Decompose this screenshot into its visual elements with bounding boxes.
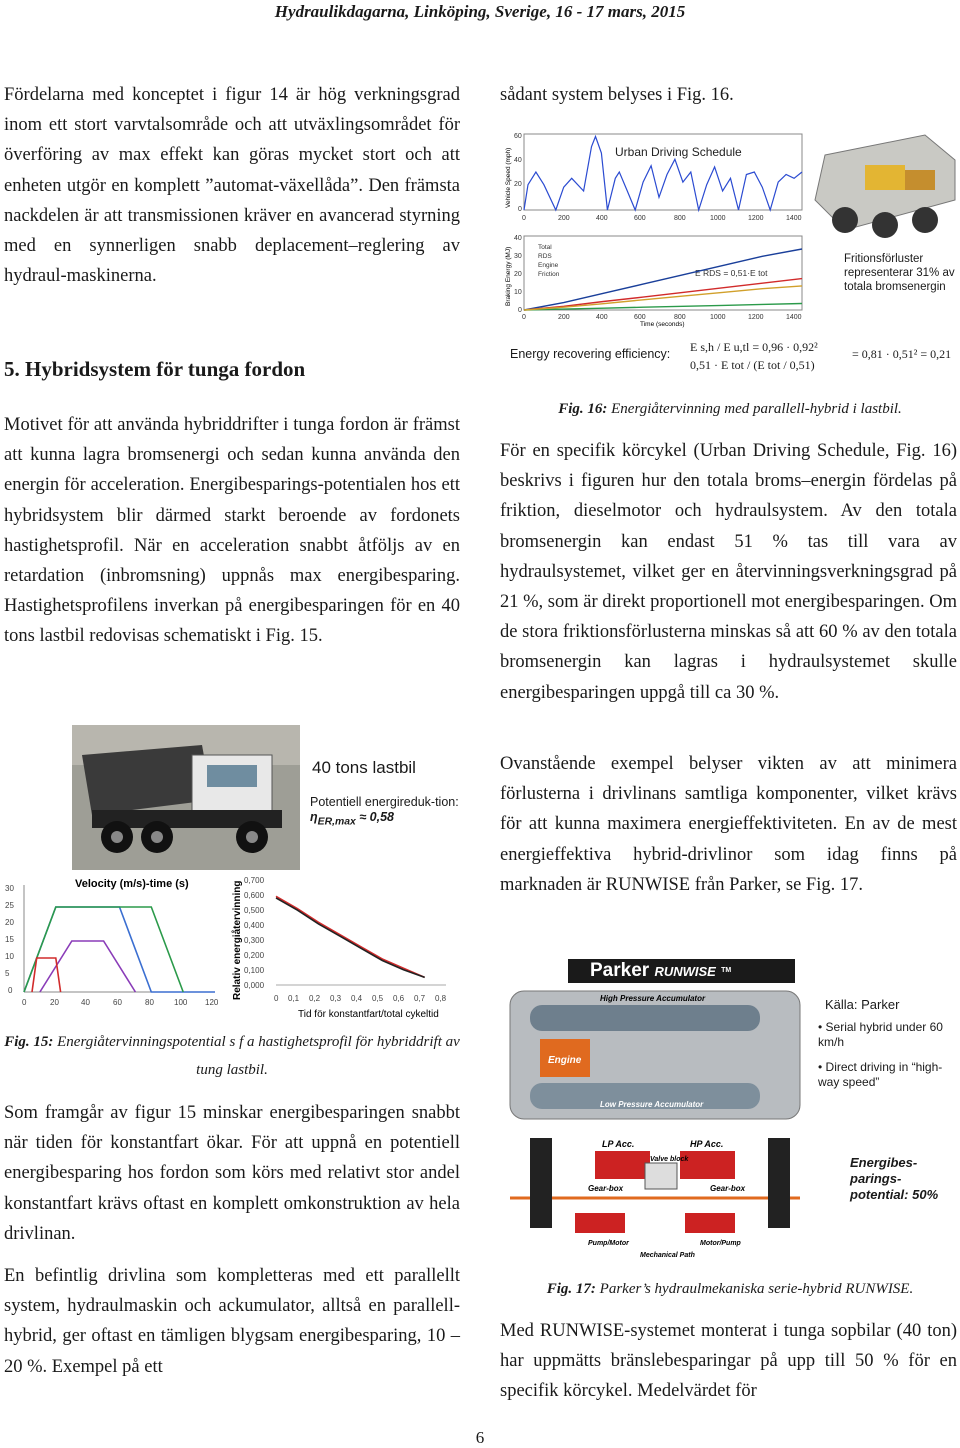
vel-title: Velocity (m/s)-time (s) — [75, 878, 189, 890]
energy-xtick: 600 — [634, 314, 646, 321]
rec-ytick: 0,200 — [244, 951, 265, 960]
vel-ytick: 5 — [5, 969, 10, 978]
legend-total: Total — [538, 244, 552, 251]
vel-ytick: 15 — [5, 935, 14, 944]
energy-ytick: 20 — [514, 271, 522, 278]
energy-xtick: 1400 — [786, 314, 802, 321]
vel-ytick: 30 — [5, 884, 14, 893]
product-name: RUNWISE — [654, 964, 716, 979]
rec-xtick: 0 — [274, 994, 279, 1003]
truck-cutaway-image — [805, 130, 960, 245]
vel-ytick: 25 — [5, 901, 14, 910]
rec-xtick: 0,8 — [435, 994, 447, 1003]
rec-xtick: 0,4 — [351, 994, 363, 1003]
energy-ytick: 30 — [514, 253, 522, 260]
paragraph-driving-cycle: För en specifik körcykel (Urban Driving Schedule, Fig. 16) beskrivs i figuren hur den totala broms–energin fördelas på friktion, dieselmotor och hydraulsystem. Av den totala bromsenergin kan endast 51 % tas till vara av hydraulsystemet, vilket ger en återvinningsverkningsgrad på 21 %, som är direkt proportionell mot energibesparingen. Om de stora friktionsförlusterna minskas så att 60 % av den totala bromsenergin kan lagras i hydraulsystemet skulle energibesparingen uppgå till ca 30 %. — [500, 441, 957, 703]
energy-ylabel: Braking Energy (MJ) — [505, 246, 512, 306]
speed-xtick: 0 — [522, 215, 526, 222]
truck-photo — [72, 725, 300, 870]
series-line-red — [32, 958, 61, 992]
bullet-direct-driving: • Direct driving in “high-way speed” — [818, 1060, 943, 1089]
rec-ytick: 0,600 — [244, 891, 265, 900]
efficiency-formula-1: E s,h / E u,tl = 0,96 · 0,92² — [690, 340, 818, 354]
figure-16 — [500, 128, 960, 428]
paragraph-parallel-hybrid: En befintlig drivlina som kompletteras med ett parallellt system, hydraulmaskin och ackumulator, alltså en parallell-hybrid, ger oftast en tämligen blygsam energibesparing, 10 – 20 %. Exempel på ett — [4, 1266, 460, 1377]
parker-logo — [568, 959, 795, 983]
paragraph-runwise-intro: Ovanstående exempel belyser vikten av att minimera förlusterna i drivlinans samtliga komponenter, vilket krävs för att kunna maximera energieffektiviteten. En av de mest energieffektiva hybrid-drivlinor som idag finns på marknaden är RUNWISE från Parker, se Fig. 17. — [500, 754, 957, 895]
energy-xtick: 0 — [522, 314, 526, 321]
vel-xtick: 40 — [81, 998, 90, 1007]
series-line-rds — [524, 279, 802, 310]
speed-ytick: 0 — [518, 206, 522, 213]
series-line-purple — [40, 941, 135, 992]
trademark: TM — [721, 967, 732, 974]
series-line-black — [276, 898, 425, 978]
vel-xtick: 120 — [205, 998, 219, 1007]
brand-name: Parker — [590, 960, 650, 981]
vel-ytick: 20 — [5, 918, 14, 927]
rec-ytick: 0,100 — [244, 966, 265, 975]
pump-motor-label: Pump/Motor — [588, 1240, 629, 1247]
rec-xtick: 0,6 — [393, 994, 405, 1003]
rec-ylabel: Relativ energiåtervinning — [232, 880, 243, 1000]
mech-path-label: Mechanical Path — [640, 1252, 695, 1259]
efficiency-result: = 0,81 · 0,51² = 0,21 — [852, 347, 952, 361]
eta-subscript: ER,max — [317, 816, 356, 828]
paragraph-fig16-intro: sådant system belyses i Fig. 16. — [500, 85, 734, 105]
rec-xtick: 0,3 — [330, 994, 342, 1003]
rec-ytick: 0,400 — [244, 921, 265, 930]
eta-value: ≈ 0,58 — [359, 810, 394, 824]
rec-xtick: 0,1 — [288, 994, 300, 1003]
series-line-total — [524, 249, 802, 310]
potential-label: Potentiell energireduk-tion: — [310, 795, 459, 809]
rec-xtick: 0,7 — [414, 994, 426, 1003]
rec-series-group — [276, 896, 425, 977]
fig16-charts — [500, 128, 810, 328]
speed-xtick: 1400 — [786, 215, 802, 222]
fig16-caption — [500, 395, 960, 423]
running-header: Hydraulikdagarna, Linköping, Sverige, 16 - 17 mars, 2015 — [274, 2, 686, 21]
gearbox-left: Gear-box — [588, 1184, 624, 1193]
speed-ylabel: Vehicle Speed (mph) — [505, 147, 512, 208]
eta-symbol: η — [310, 810, 318, 824]
bullet-serial-hybrid: • Serial hybrid under 60 km/h — [818, 1020, 943, 1049]
energy-xtick: 1200 — [748, 314, 764, 321]
fig17-caption-text: Parker’s hydraulmekaniska serie-hybrid RUNWISE. — [599, 1281, 914, 1297]
rec-ytick: 0,300 — [244, 936, 265, 945]
speed-xtick: 600 — [634, 215, 646, 222]
vel-xtick: 80 — [145, 998, 154, 1007]
figure-15 — [0, 725, 460, 1025]
vel-xtick: 20 — [50, 998, 59, 1007]
rec-ytick: 0,000 — [244, 981, 265, 990]
series-line-red — [276, 896, 425, 977]
legend-friction: Friction — [538, 271, 560, 278]
gearbox-right: Gear-box — [710, 1184, 746, 1193]
engine-label: Engine — [548, 1055, 582, 1066]
speed-ytick: 60 — [514, 133, 522, 140]
lp-accumulator-label: Low Pressure Accumulator — [600, 1100, 704, 1109]
potential-note — [310, 795, 460, 830]
bullet2-text: Direct driving in “high-way speed” — [818, 1060, 943, 1089]
efficiency-formula-2: 0,51 · E tot / (E tot / 0,51) — [690, 358, 815, 372]
speed-ytick: 20 — [514, 181, 522, 188]
speed-xtick: 200 — [558, 215, 570, 222]
vel-xtick: 100 — [174, 998, 188, 1007]
rds-annotation: E RDS = 0,51·E tot — [695, 268, 768, 278]
figure-17 — [500, 955, 960, 1270]
vel-xtick: 0 — [22, 998, 27, 1007]
time-label: Time (seconds) — [640, 321, 685, 328]
paragraph-figure15-result: Som framgår av figur 15 minskar energibesparingen snabbt när tiden för konstantfart ökar. För att uppnå en potentiell energibesparing hos fordon som körs med relativt stor andel konstantfart krävs oftast en komplett omkonstruktion av hela drivlinan. — [4, 1103, 460, 1244]
paragraph-runwise-results: Med RUNWISE-systemet monterat i tunga sopbilar (40 ton) har uppmätts bränslebesparingar på upp till 50 % för en specifik körcykel. Medelvärdet för — [500, 1321, 957, 1402]
rec-xlabel: Tid för konstantfart/total cykeltid — [298, 1009, 439, 1020]
paragraph-advantages: Fördelarna med konceptet i figur 14 är hög verkningsgrad inom ett stort varvtalsområde och att utväxlingsområdet för överföring av max effekt kan göras mycket stort och att enheten utgör en komplett ”automat-växellåda”. Den främsta nackdelen är att transmissionen kräver en avancerad styrning med en synnerligen snabb deplacement–reglering av hydraul-maskinerna. — [4, 85, 460, 287]
speed-xtick: 1000 — [710, 215, 726, 222]
lp-acc: LP Acc. — [602, 1139, 635, 1149]
energy-xtick: 200 — [558, 314, 570, 321]
friction-note: Fritionsförluster representerar 31% av totala bromsenergin — [844, 253, 955, 293]
rec-ytick: 0,500 — [244, 906, 265, 915]
rec-ytick: 0,700 — [244, 876, 265, 885]
bullet1-text: Serial hybrid under 60 km/h — [818, 1020, 943, 1049]
udc-title: Urban Driving Schedule — [615, 145, 742, 159]
rec-xtick: 0,5 — [372, 994, 384, 1003]
runwise-diagram — [500, 983, 810, 1263]
hp-accumulator-label: High Pressure Accumulator — [600, 994, 706, 1003]
fig15-caption-text: Energiåtervinningspotential s f a hastighetsprofil för hybriddrift av tung lastbil. — [57, 1034, 460, 1078]
speed-xtick: 1200 — [748, 215, 764, 222]
legend-engine: Engine — [538, 262, 559, 269]
rec-xtick: 0,2 — [309, 994, 321, 1003]
speed-xtick: 400 — [596, 215, 608, 222]
page-number: 6 — [475, 1428, 485, 1447]
fig15-caption — [4, 1028, 460, 1084]
energy-series-group — [524, 249, 802, 310]
motor-pump-label: Motor/Pump — [700, 1240, 741, 1247]
energy-ytick: 0 — [518, 307, 522, 314]
vel-ytick: 0 — [8, 986, 13, 995]
vel-ytick: 10 — [5, 952, 14, 961]
fig17-caption — [500, 1275, 960, 1303]
fig16-caption-text: Energiåtervinning med parallell-hybrid i lastbil. — [611, 401, 902, 417]
valve-block: Valve block — [650, 1156, 689, 1163]
speed-xtick: 800 — [674, 215, 686, 222]
speed-ytick: 40 — [514, 157, 522, 164]
velocity-chart — [0, 875, 230, 1015]
energy-ytick: 10 — [514, 289, 522, 296]
section-heading: 5. Hybridsystem för tunga fordon — [4, 357, 306, 381]
vel-series-group — [24, 907, 215, 992]
recovery-chart — [228, 875, 460, 1025]
fig17-caption-label: Fig. 17: — [546, 1281, 596, 1297]
series-line-blue — [24, 907, 215, 992]
efficiency-label: Energy recovering efficiency: — [510, 347, 671, 361]
energy-ytick: 40 — [514, 235, 522, 242]
vel-xtick: 60 — [113, 998, 122, 1007]
energy-xtick: 800 — [674, 314, 686, 321]
truck-label: 40 tons lastbil — [312, 758, 416, 777]
legend-rds: RDS — [538, 253, 552, 260]
source-label: Källa: Parker — [825, 997, 900, 1012]
savings-potential: Energibes-parings-potential: 50% — [850, 1155, 939, 1202]
energy-xtick: 400 — [596, 314, 608, 321]
fig16-caption-label: Fig. 16: — [558, 401, 608, 417]
energy-xtick: 1000 — [710, 314, 726, 321]
hp-acc: HP Acc. — [690, 1139, 724, 1149]
paragraph-motivation: Motivet för att använda hybriddrifter i tunga fordon är främst att kunna lagra bromsenergi och sedan kunna använda den energin för acceleration. Energibesparings-potentialen hos ett hybridsystem blir därmed starkt beroende av fordonets hastighetsprofil. När en acceleration snabbt åtföljs av en retardation (inbromsning) uppnås max energibesparing. Hastighetsprofilens inverkan på energibesparingen för en 40 tons lastbil redovisas schematiskt i Fig. 15. — [4, 415, 460, 647]
fig15-caption-label: Fig. 15: — [4, 1034, 54, 1050]
